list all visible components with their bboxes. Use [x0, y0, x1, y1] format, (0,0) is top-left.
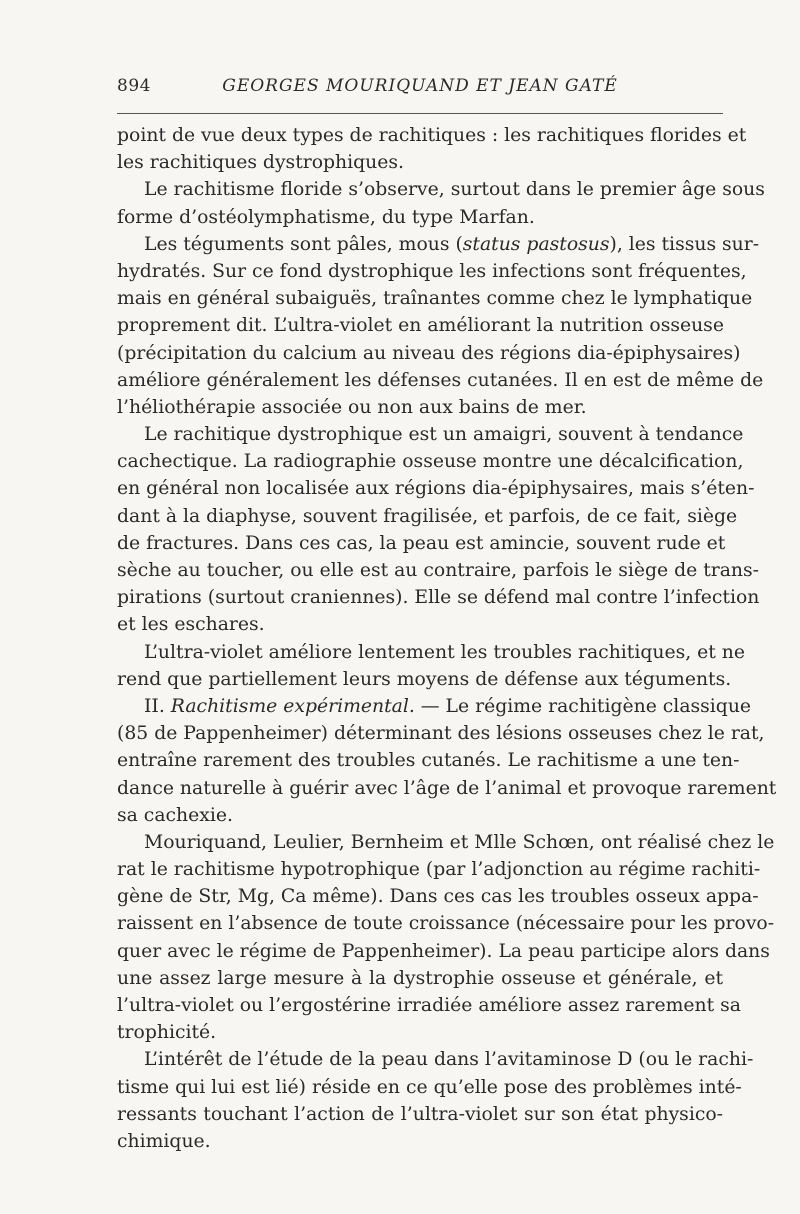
text-segment: II. — [144, 695, 171, 717]
text-line: les rachitiques dystrophiques. — [117, 152, 404, 174]
text-line: améliore généralement les défenses cutanées. Il en est de même de — [117, 369, 764, 391]
text-line: hydratés. Sur ce fond dystrophique les infections sont fréquentes, — [117, 260, 747, 282]
text-line: L’intérêt de l’étude de la peau dans l’avitaminose D (ou le rachi- — [144, 1049, 754, 1071]
text-line: Mouriquand, Leulier, Bernheim et Mlle Schœn, ont réalisé chez le — [144, 831, 775, 853]
text-line: une assez large mesure à la dystrophie osseuse et générale, et — [117, 967, 723, 989]
text-line: dant à la diaphyse, souvent fragilisée, et parfois, de ce fait, siège — [117, 505, 738, 527]
text-line: tisme qui lui est lié) réside en ce qu’elle pose des problèmes inté- — [117, 1076, 742, 1098]
text-line: mais en général subaiguës, traînantes comme chez le lymphatique — [117, 288, 753, 310]
text-line: point de vue deux types de rachitiques : les rachitiques florides et — [117, 125, 747, 146]
text-line: sa cachexie. — [117, 804, 233, 826]
text-line: dance naturelle à guérir avec l’âge de l’animal et provoque rarement — [117, 777, 777, 799]
text-line: gène de Str, Mg, Ca même). Dans ces cas les troubles osseux appa- — [117, 886, 759, 908]
text-line: ressants touchant l’action de l’ultra-violet sur son état physico- — [117, 1103, 723, 1125]
text-line: sèche au toucher, ou elle est au contraire, parfois le siège de trans- — [117, 560, 759, 581]
text-line: quer avec le régime de Pappenheimer). La peau participe alors dans — [117, 940, 770, 962]
text-line: l’ultra-violet ou l’ergostérine irradiée améliore assez rarement sa — [117, 995, 741, 1016]
text-line: pirations (surtout craniennes). Elle se défend mal contre l’infection — [117, 587, 760, 609]
text-line: en général non localisée aux régions dia-épiphysaires, mais s’éten- — [117, 478, 755, 500]
text-line: rat le rachitisme hypotrophique (par l’adjonction au régime rachiti- — [117, 859, 761, 881]
section-title: Rachitisme expérimental. — [170, 695, 415, 717]
text-line: l’héliothérapie associée ou non aux bains de mer. — [117, 396, 587, 418]
text-line: entraîne rarement des troubles cutanés. Le rachitisme a une ten- — [117, 750, 740, 772]
text-line: proprement dit. L’ultra-violet en améliorant la nutrition osseuse — [117, 315, 724, 337]
text-line: L’ultra-violet améliore lentement les troubles rachitiques, et ne — [144, 641, 746, 663]
page-number: 894 — [117, 76, 151, 96]
text-segment: ), les tissus sur- — [609, 233, 760, 255]
text-line: (85 de Pappenheimer) déterminant des lésions osseuses chez le rat, — [117, 723, 765, 745]
text-line: rend que partiellement leurs moyens de défense aux téguments. — [117, 668, 732, 690]
text-line: (précipitation du calcium au niveau des régions dia-épiphysaires) — [117, 342, 741, 364]
text-line: Le rachitique dystrophique est un amaigri, souvent à tendance — [144, 424, 744, 446]
text-line — [117, 693, 752, 720]
running-title: GEORGES MOURIQUAND ET JEAN GATÉ — [222, 76, 618, 96]
text-line: cachectique. La radiographie osseuse montre une décalcification, — [117, 451, 744, 473]
text-line: chimique. — [117, 1130, 211, 1152]
text-segment: Les téguments sont pâles, mous ( — [144, 233, 463, 255]
text-line — [117, 231, 760, 258]
italic-term: status pastosus — [462, 233, 610, 255]
text-line: de fractures. Dans ces cas, la peau est amincie, souvent rude et — [117, 532, 726, 554]
header-rule — [117, 113, 723, 114]
body-text — [117, 122, 777, 1155]
text-line: Le rachitisme floride s’observe, surtout dans le premier âge sous — [144, 179, 765, 201]
text-line: raissent en l’absence de toute croissance (nécessaire pour les provo- — [117, 913, 775, 935]
text-line: forme d’ostéolymphatisme, du type Marfan. — [117, 206, 535, 228]
text-segment: — Le régime rachitigène classique — [414, 695, 752, 717]
text-line: trophicité. — [117, 1022, 217, 1044]
text-line: et les eschares. — [117, 614, 265, 636]
page-header — [117, 76, 723, 106]
